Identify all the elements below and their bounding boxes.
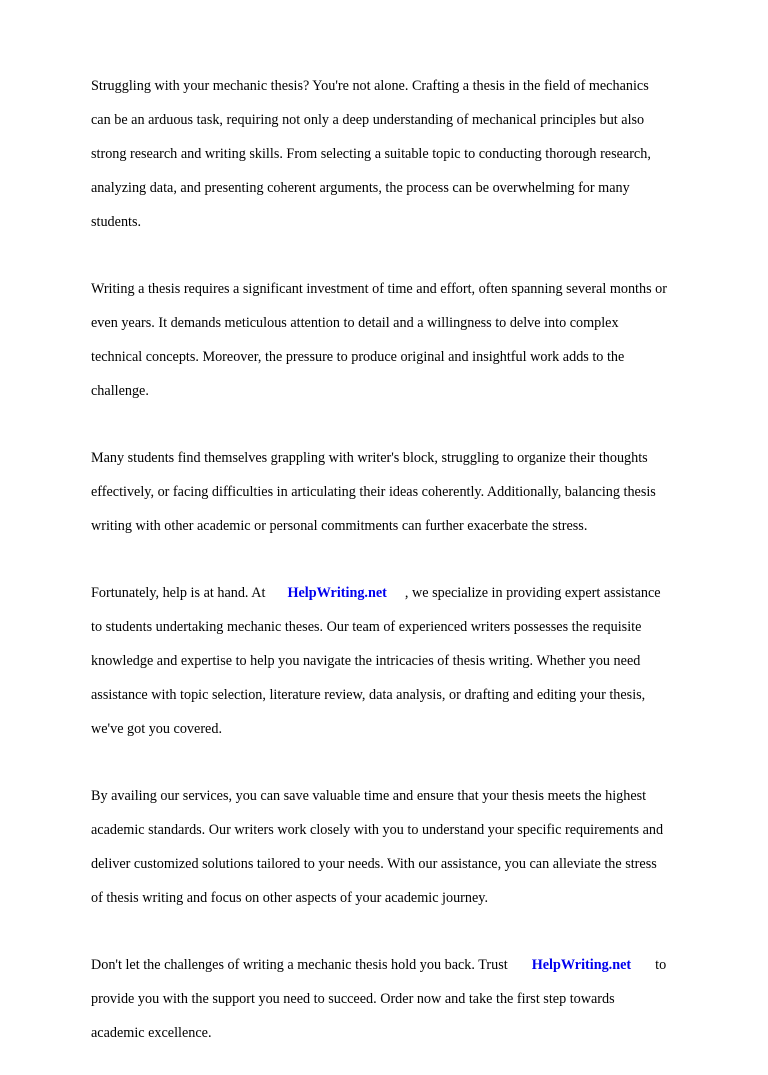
paragraph-services xyxy=(91,771,731,924)
text-line xyxy=(91,585,731,602)
text-segment: Fortunately, help is at hand. At xyxy=(91,585,266,601)
text-line: knowledge and expertise to help you navigate the intricacies of thesis writing. Whether you need xyxy=(91,653,641,669)
paragraph-intro xyxy=(91,61,731,248)
text-line: even years. It demands meticulous attention to detail and a willingness to delve into complex xyxy=(91,315,619,331)
text-segment: , we specialize in providing expert assistance xyxy=(404,585,661,601)
text-line: strong research and writing skills. From selecting a suitable topic to conducting thorough research, xyxy=(91,146,651,162)
text-line: deliver customized solutions tailored to your needs. With our assistance, you can alleviate the stress xyxy=(91,856,657,872)
text-line: we've got you covered. xyxy=(91,721,222,737)
text-segment: Don't let the challenges of writing a mechanic thesis hold you back. Trust xyxy=(91,957,508,973)
text-line xyxy=(91,957,731,974)
text-line: Many students find themselves grappling with writer's block, struggling to organize their thoughts xyxy=(91,450,648,466)
text-line: academic excellence. xyxy=(91,1025,212,1041)
text-line: academic standards. Our writers work closely with you to understand your specific requirements and xyxy=(91,822,664,838)
text-segment: to xyxy=(655,957,667,973)
text-line: technical concepts. Moreover, the pressure to produce original and insightful work adds to the xyxy=(91,349,625,365)
text-line: provide you with the support you need to succeed. Order now and take the first step towards xyxy=(91,991,615,1007)
text-line: writing with other academic or personal commitments can further exacerbate the stress. xyxy=(91,518,588,534)
text-line: to students undertaking mechanic theses. Our team of experienced writers possesses the requisite xyxy=(91,619,642,635)
document-body xyxy=(91,61,731,1075)
text-line: can be an arduous task, requiring not only a deep understanding of mechanical principles but also xyxy=(91,112,645,128)
paragraph-closing xyxy=(91,940,731,1059)
text-line: effectively, or facing difficulties in articulating their ideas coherently. Additionally, balancing thesis xyxy=(91,484,656,500)
paragraph-help xyxy=(91,568,731,755)
text-line: students. xyxy=(91,214,142,230)
text-line: of thesis writing and focus on other aspects of your academic journey. xyxy=(91,890,488,906)
text-line: By availing our services, you can save valuable time and ensure that your thesis meets the highest xyxy=(91,788,647,804)
paragraph-investment xyxy=(91,264,731,417)
text-line: challenge. xyxy=(91,383,149,399)
text-line: assistance with topic selection, literature review, data analysis, or drafting and editing your thesis, xyxy=(91,687,646,703)
paragraph-struggles xyxy=(91,433,731,552)
text-line: analyzing data, and presenting coherent arguments, the process can be overwhelming for many xyxy=(91,180,630,196)
text-line: Writing a thesis requires a significant investment of time and effort, often spanning several months or xyxy=(91,281,667,297)
helpwriting-link[interactable]: HelpWriting.net xyxy=(531,957,632,973)
helpwriting-link[interactable]: HelpWriting.net xyxy=(287,585,387,601)
text-line: Struggling with your mechanic thesis? You're not alone. Crafting a thesis in the field of mechanics xyxy=(91,78,649,94)
